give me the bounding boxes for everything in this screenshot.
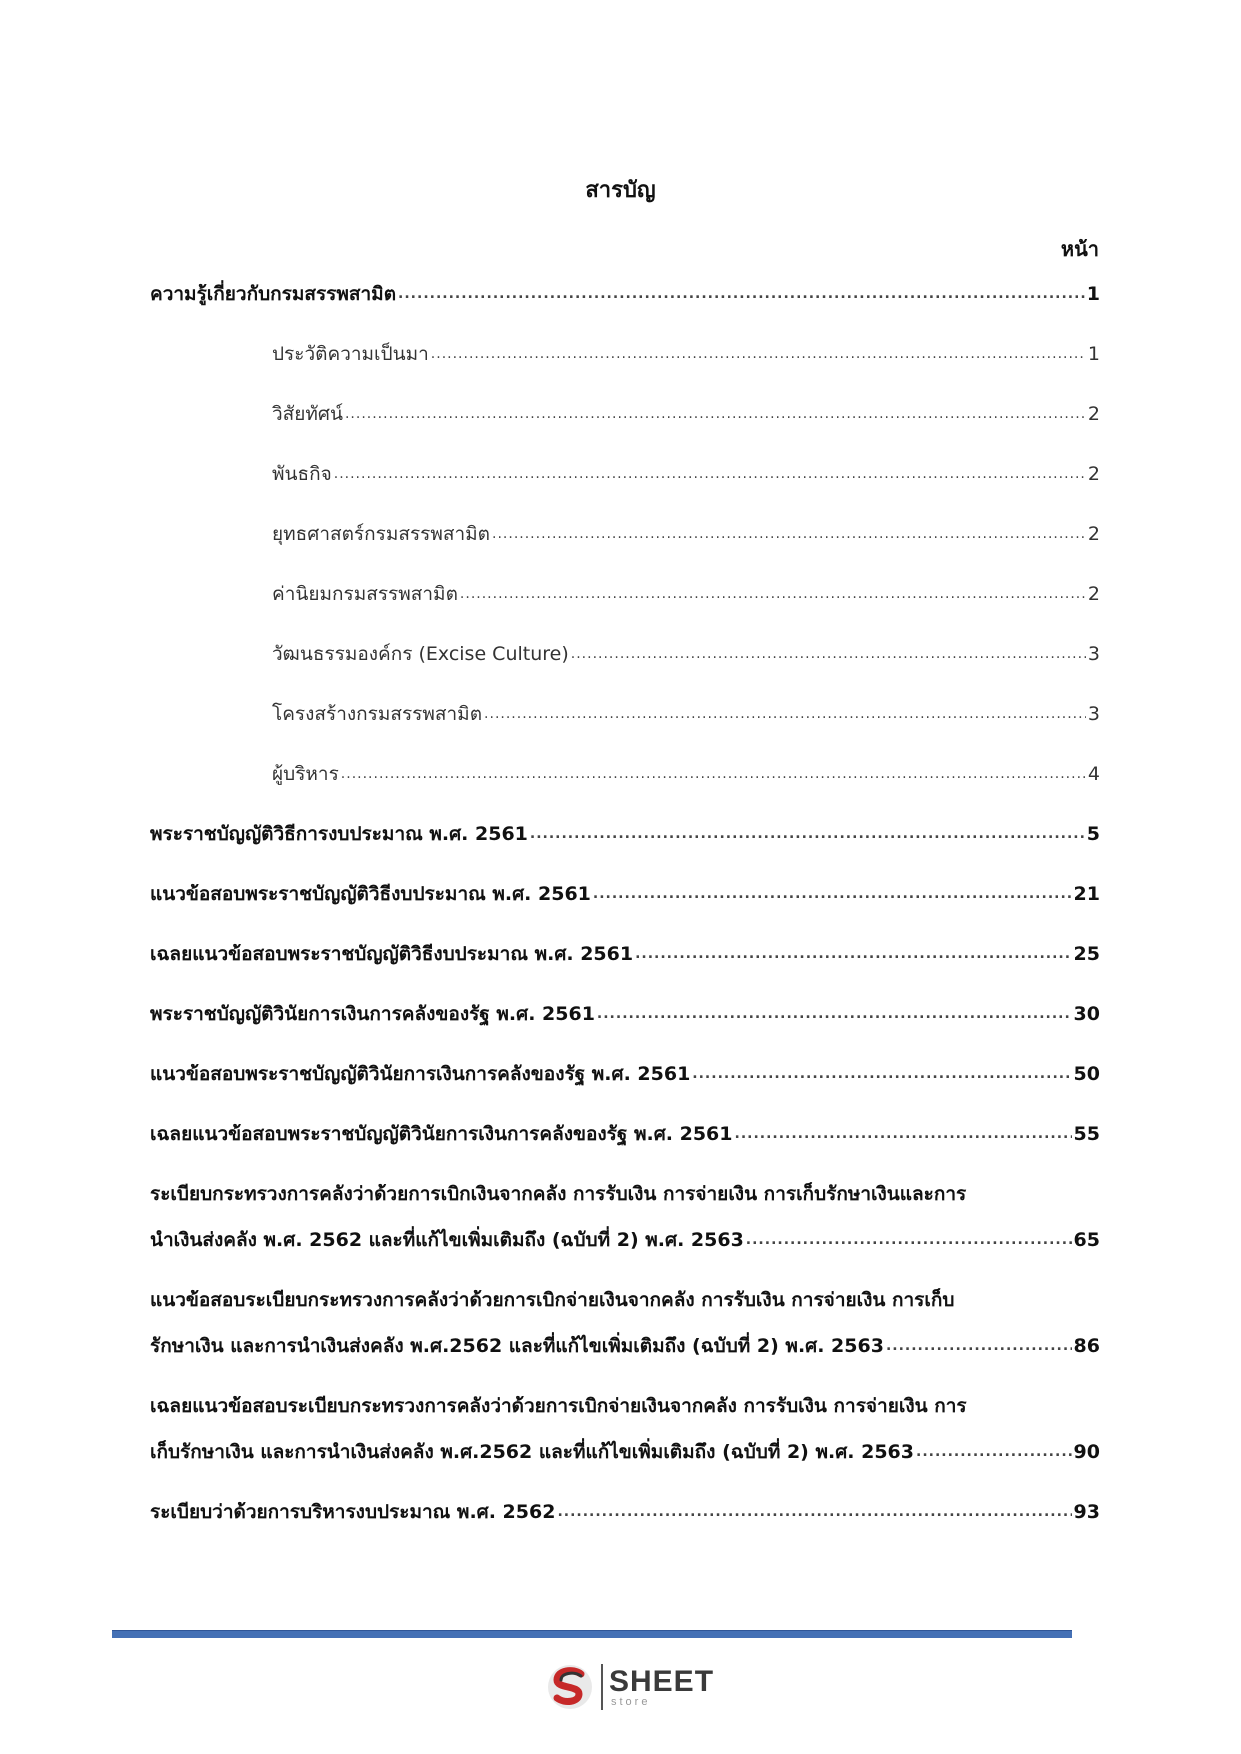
toc-entry-text: แนวข้อสอบพระราชบัญญัติวินัยการเงินการคลังของรัฐ พ.ศ. 2561 (150, 1063, 691, 1085)
toc-entry-page: 93 (1073, 1501, 1100, 1523)
toc-entry-text-line2: นำเงินส่งคลัง พ.ศ. 2562 และที่แก้ไขเพิ่มเติมถึง (ฉบับที่ 2) พ.ศ. 2563 (150, 1229, 744, 1251)
dot-leader (692, 1062, 1071, 1086)
dot-leader (557, 1500, 1071, 1524)
page-title: สารบัญ (585, 178, 656, 203)
toc-entry-text-line1: เฉลยแนวข้อสอบระเบียบกระทรวงการคลังว่าด้วยการเบิกจ่ายเงินจากคลัง การรับเงิน การจ่ายเงิน การ (150, 1395, 967, 1417)
toc-entry-page: 2 (1087, 403, 1100, 425)
dot-leader (746, 1228, 1072, 1252)
toc-entry-vision[interactable] (272, 402, 1100, 426)
dot-leader (398, 282, 1085, 306)
toc-entry-page: 25 (1073, 943, 1100, 965)
dot-leader (593, 882, 1072, 906)
toc-entry-page: 55 (1073, 1123, 1100, 1145)
toc-entry-page: 2 (1087, 463, 1100, 485)
toc-entry-values[interactable] (272, 582, 1100, 606)
dot-leader (492, 522, 1086, 546)
toc-entry-text: โครงสร้างกรมสรรพสามิต (272, 703, 483, 725)
toc-entry-history[interactable] (272, 342, 1100, 366)
toc-entry-page: 3 (1087, 703, 1100, 725)
dot-leader (571, 642, 1086, 666)
toc-entry-page: 1 (1087, 343, 1100, 365)
page-number-header: หน้า (1060, 237, 1099, 261)
toc-entry-page: 65 (1073, 1229, 1100, 1251)
logo-subtext: store (611, 1695, 651, 1708)
toc-entry-text: ระเบียบว่าด้วยการบริหารงบประมาณ พ.ศ. 2562 (150, 1501, 556, 1523)
toc-entry-text: วัฒนธรรมองค์กร (Excise Culture) (272, 643, 569, 665)
dot-leader (597, 1002, 1072, 1026)
toc-entry-budget-management-regulation[interactable] (150, 1500, 1100, 1524)
toc-entry-fiscal-discipline-act[interactable] (150, 1002, 1100, 1026)
dot-leader (341, 762, 1086, 786)
toc-entry-structure[interactable] (272, 702, 1100, 726)
toc-entry-executives[interactable] (272, 762, 1100, 786)
sheet-store-logo (545, 1662, 714, 1712)
toc-entry-page: 50 (1073, 1063, 1100, 1085)
toc-entry-text: ยุทธศาสตร์กรมสรรพสามิต (272, 523, 491, 545)
toc-entry-text-line2: รักษาเงิน และการนำเงินส่งคลัง พ.ศ.2562 และที่แก้ไขเพิ่มเติมถึง (ฉบับที่ 2) พ.ศ. 2563 (150, 1335, 884, 1357)
toc-entry-text: พระราชบัญญัติวิธีการงบประมาณ พ.ศ. 2561 (150, 823, 528, 845)
toc-entry-page: 2 (1087, 523, 1100, 545)
toc-entry-mission[interactable] (272, 462, 1100, 486)
toc-entry-text: ค่านิยมกรมสรรพสามิต (272, 583, 458, 605)
table-of-contents (150, 282, 1100, 1524)
logo-wordmark: SHEET (609, 1664, 715, 1698)
toc-entry-text: ความรู้เกี่ยวกับกรมสรรพสามิต (150, 283, 397, 305)
dot-leader (460, 582, 1086, 606)
toc-entry-strategy[interactable] (272, 522, 1100, 546)
dot-leader (345, 402, 1086, 426)
toc-entry-fiscal-discipline-exam[interactable] (150, 1062, 1100, 1086)
toc-entry-text: เฉลยแนวข้อสอบพระราชบัญญัติวิธีงบประมาณ พ.ศ. 2561 (150, 943, 634, 965)
dot-leader (334, 462, 1086, 486)
toc-entry-page: 3 (1087, 643, 1100, 665)
toc-entry-treasury-regulation-exam[interactable] (150, 1288, 1100, 1358)
toc-entry-text: ประวัติความเป็นมา (272, 343, 429, 365)
toc-entry-page: 21 (1073, 883, 1100, 905)
toc-entry-treasury-regulation[interactable] (150, 1182, 1100, 1252)
toc-entry-page: 86 (1073, 1335, 1100, 1357)
sheet-s-logo-icon (545, 1662, 595, 1712)
toc-entry-text-line1: แนวข้อสอบระเบียบกระทรวงการคลังว่าด้วยการเบิกจ่ายเงินจากคลัง การรับเงิน การจ่ายเงิน การเก็บ (150, 1289, 955, 1311)
toc-entry-text: แนวข้อสอบพระราชบัญญัติวิธีงบประมาณ พ.ศ. 2561 (150, 883, 591, 905)
dot-leader (916, 1440, 1072, 1464)
toc-entry-page: 90 (1073, 1441, 1100, 1463)
toc-entry-fiscal-discipline-answers[interactable] (150, 1122, 1100, 1146)
toc-entry-page: 4 (1087, 763, 1100, 785)
toc-entry-excise-knowledge[interactable] (150, 282, 1100, 306)
dot-leader (431, 342, 1086, 366)
footer-divider (112, 1630, 1072, 1638)
toc-entry-text-line2: เก็บรักษาเงิน และการนำเงินส่งคลัง พ.ศ.2562 และที่แก้ไขเพิ่มเติมถึง (ฉบับที่ 2) พ.ศ. 2563 (150, 1441, 914, 1463)
toc-entry-culture[interactable] (272, 642, 1100, 666)
toc-entry-budget-act-answers[interactable] (150, 942, 1100, 966)
toc-entry-text-line1: ระเบียบกระทรวงการคลังว่าด้วยการเบิกเงินจากคลัง การรับเงิน การจ่ายเงิน การเก็บรักษาเงินและการ (150, 1183, 967, 1205)
toc-entry-treasury-regulation-answers[interactable] (150, 1394, 1100, 1464)
dot-leader (735, 1122, 1072, 1146)
dot-leader (484, 702, 1086, 726)
toc-entry-page: 5 (1086, 823, 1100, 845)
toc-entry-page: 1 (1086, 283, 1100, 305)
toc-entry-page: 2 (1087, 583, 1100, 605)
toc-entry-text: ผู้บริหาร (272, 763, 339, 785)
toc-entry-text: พันธกิจ (272, 463, 332, 485)
toc-entry-text: พระราชบัญญัติวินัยการเงินการคลังของรัฐ พ.ศ. 2561 (150, 1003, 595, 1025)
dot-leader (530, 822, 1085, 846)
toc-entry-budget-act[interactable] (150, 822, 1100, 846)
dot-leader (635, 942, 1071, 966)
logo-separator (601, 1664, 603, 1710)
toc-entry-text: เฉลยแนวข้อสอบพระราชบัญญัติวินัยการเงินการคลังของรัฐ พ.ศ. 2561 (150, 1123, 733, 1145)
dot-leader (886, 1334, 1072, 1358)
toc-entry-budget-act-exam[interactable] (150, 882, 1100, 906)
toc-entry-page: 30 (1073, 1003, 1100, 1025)
toc-entry-text: วิสัยทัศน์ (272, 403, 343, 425)
